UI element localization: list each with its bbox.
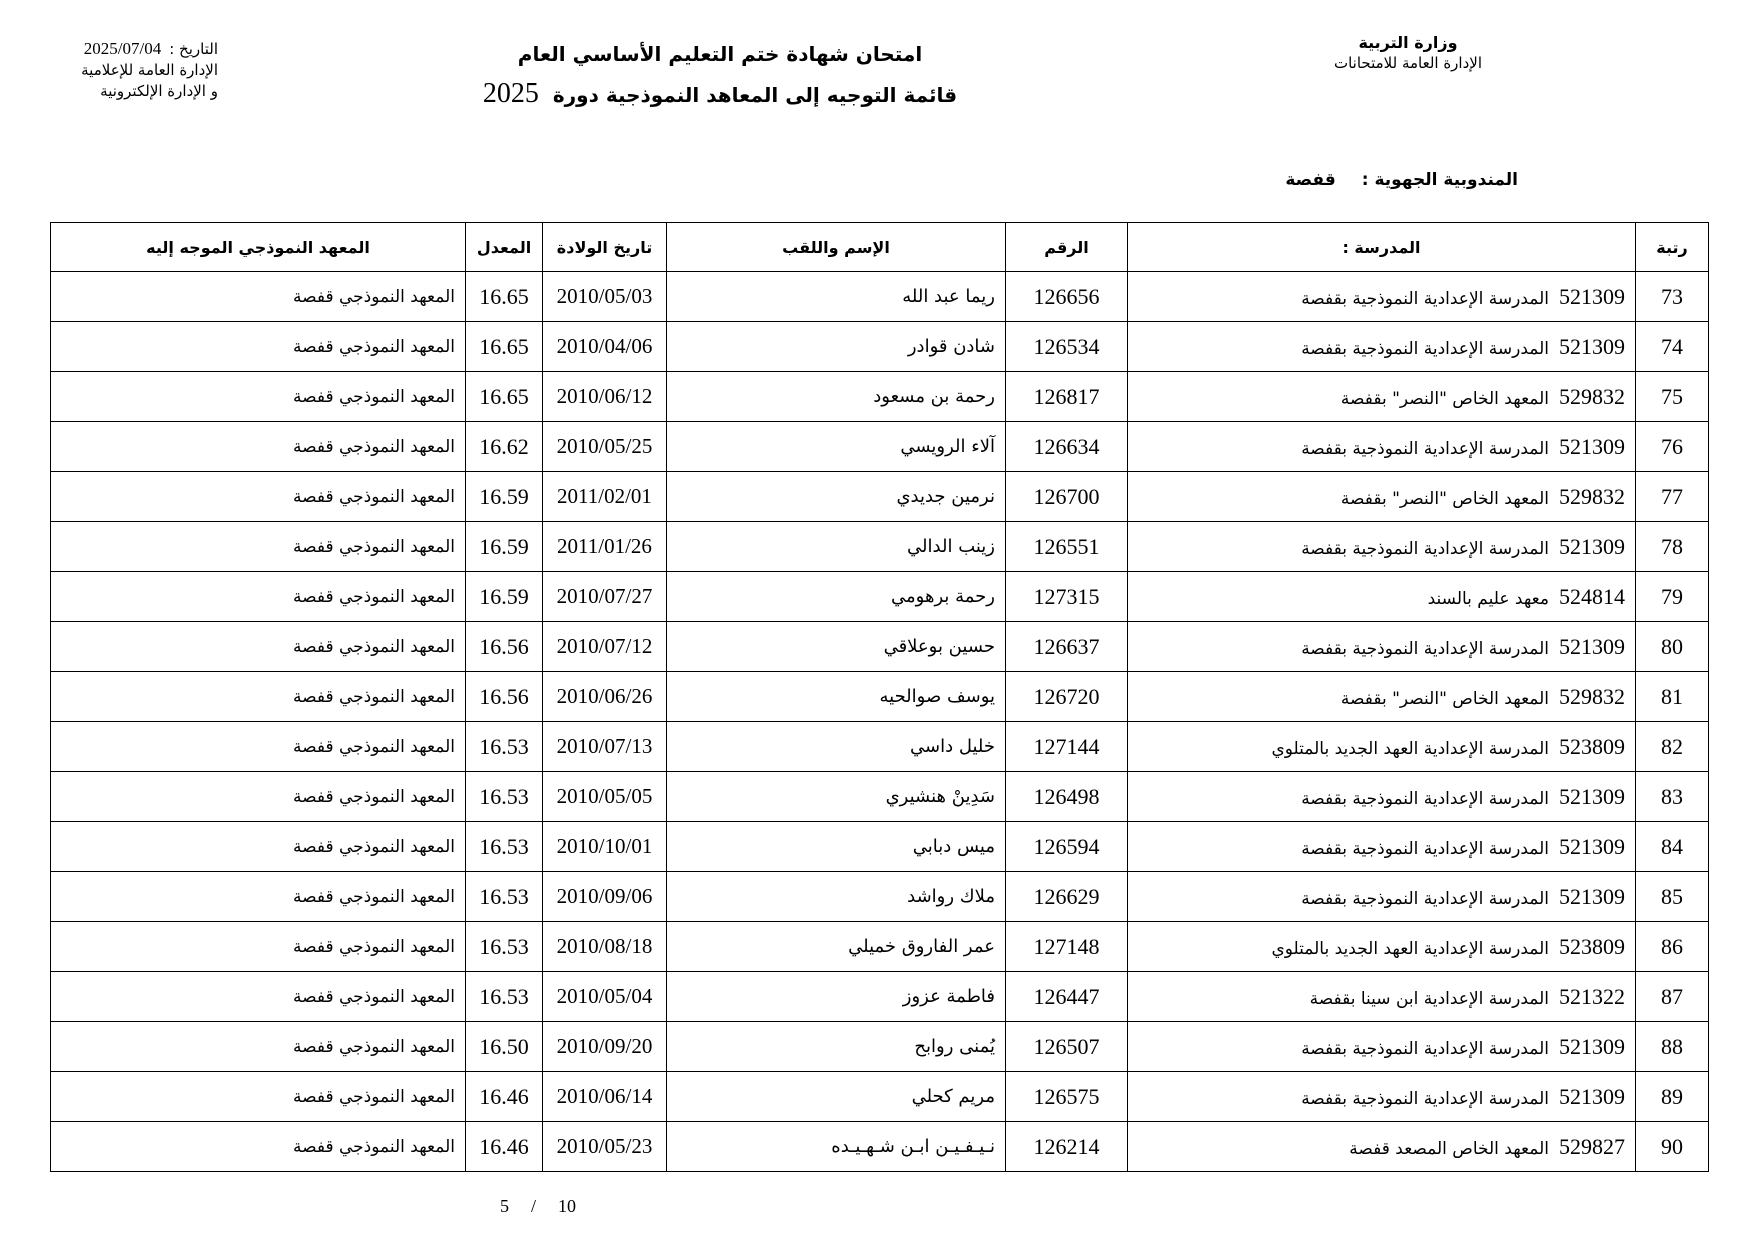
ministry-header (1334, 33, 1482, 72)
page-separator: / (531, 1196, 537, 1216)
cell-school (1128, 972, 1636, 1022)
cell-dob: 2011/02/01 (543, 472, 667, 522)
school-name: المدرسة الإعدادية النموذجية بقفصة (1301, 288, 1549, 309)
school-name: المدرسة الإعدادية النموذجية بقفصة (1301, 888, 1549, 909)
table-row (51, 772, 1709, 822)
cell-rank: 76 (1636, 422, 1709, 472)
school-name: المعهد الخاص "النصر" بقفصة (1340, 488, 1549, 509)
cell-school (1128, 372, 1636, 422)
cell-name: يُمنى روابح (667, 1022, 1006, 1072)
cell-rank: 83 (1636, 772, 1709, 822)
date-row (48, 38, 218, 60)
table-row (51, 472, 1709, 522)
cell-school (1128, 622, 1636, 672)
cell-dob: 2011/01/26 (543, 522, 667, 572)
cell-institute: المعهد النموذجي قفصة (51, 1022, 466, 1072)
cell-number: 127144 (1006, 722, 1128, 772)
cell-dob: 2010/09/20 (543, 1022, 667, 1072)
cell-average: 16.53 (466, 872, 543, 922)
document-title-block (440, 42, 1000, 110)
cell-number: 126575 (1006, 1072, 1128, 1122)
cell-number: 126447 (1006, 972, 1128, 1022)
cell-dob: 2010/10/01 (543, 822, 667, 872)
cell-institute: المعهد النموذجي قفصة (51, 522, 466, 572)
cell-rank: 74 (1636, 322, 1709, 372)
table-row (51, 572, 1709, 622)
school-code: 521309 (1559, 1033, 1625, 1059)
cell-institute: المعهد النموذجي قفصة (51, 622, 466, 672)
cell-dob: 2010/09/06 (543, 872, 667, 922)
cell-school (1128, 822, 1636, 872)
cell-school (1128, 422, 1636, 472)
cell-dob: 2010/05/23 (543, 1122, 667, 1172)
cell-name: رحمة بن مسعود (667, 372, 1006, 422)
cell-dob: 2010/06/12 (543, 372, 667, 422)
cell-number: 126507 (1006, 1022, 1128, 1072)
cell-school (1128, 522, 1636, 572)
cell-rank: 78 (1636, 522, 1709, 572)
table-row (51, 722, 1709, 772)
ministry-name: وزارة التربية (1358, 33, 1458, 52)
school-name: معهد عليم بالسند (1427, 588, 1549, 609)
left-dept-line1: الإدارة العامة للإعلامية (81, 61, 218, 79)
cell-number: 126817 (1006, 372, 1128, 422)
page-total: 10 (558, 1196, 577, 1216)
left-dept-line2: و الإدارة الإلكترونية (100, 82, 218, 100)
date-block (48, 38, 218, 102)
cell-average: 16.46 (466, 1072, 543, 1122)
cell-number: 126629 (1006, 872, 1128, 922)
school-code: 521309 (1559, 783, 1625, 809)
cell-school (1128, 1122, 1636, 1172)
cell-rank: 80 (1636, 622, 1709, 672)
col-average-header: المعدل (466, 223, 543, 272)
cell-number: 127148 (1006, 922, 1128, 972)
cell-rank: 85 (1636, 872, 1709, 922)
cell-number: 126551 (1006, 522, 1128, 572)
department-name: الإدارة العامة للامتحانات (1333, 54, 1482, 72)
cell-average: 16.53 (466, 922, 543, 972)
school-code: 521322 (1559, 983, 1625, 1009)
cell-number: 126594 (1006, 822, 1128, 872)
subtitle-text: قائمة التوجيه إلى المعاهد النموذجية دورة (552, 83, 958, 107)
table-body (51, 272, 1709, 1172)
cell-dob: 2010/07/12 (543, 622, 667, 672)
orientation-table (50, 222, 1709, 1172)
cell-average: 16.50 (466, 1022, 543, 1072)
cell-dob: 2010/07/27 (543, 572, 667, 622)
cell-name: فاطمة عزوز (667, 972, 1006, 1022)
school-name: المدرسة الإعدادية النموذجية بقفصة (1301, 338, 1549, 359)
col-institute-header: المعهد النموذجي الموجه إليه (51, 223, 466, 272)
cell-average: 16.56 (466, 622, 543, 672)
cell-school (1128, 872, 1636, 922)
date-label: التاريخ : (169, 40, 218, 58)
cell-institute: المعهد النموذجي قفصة (51, 422, 466, 472)
school-name: المعهد الخاص "النصر" بقفصة (1340, 688, 1549, 709)
cell-number: 126720 (1006, 672, 1128, 722)
school-code: 521309 (1559, 333, 1625, 359)
cell-number: 127315 (1006, 572, 1128, 622)
page-current: 5 (500, 1196, 509, 1216)
cell-name: حسين بوعلاقي (667, 622, 1006, 672)
cell-institute: المعهد النموذجي قفصة (51, 272, 466, 322)
cell-average: 16.53 (466, 772, 543, 822)
school-name: المدرسة الإعدادية النموذجية بقفصة (1301, 1038, 1549, 1059)
cell-rank: 87 (1636, 972, 1709, 1022)
cell-average: 16.53 (466, 722, 543, 772)
table-row (51, 1022, 1709, 1072)
cell-name: شادن قوادر (667, 322, 1006, 372)
cell-school (1128, 722, 1636, 772)
cell-number: 126634 (1006, 422, 1128, 472)
school-name: المدرسة الإعدادية النموذجية بقفصة (1301, 788, 1549, 809)
cell-name: زينب الدالي (667, 522, 1006, 572)
cell-name: يوسف صوالحيه (667, 672, 1006, 722)
cell-dob: 2010/08/18 (543, 922, 667, 972)
cell-rank: 82 (1636, 722, 1709, 772)
school-name: المعهد الخاص المصعد قفصة (1349, 1138, 1549, 1159)
session-year: 2025 (482, 78, 539, 109)
school-code: 521309 (1559, 283, 1625, 309)
school-code: 529827 (1559, 1133, 1625, 1159)
cell-name: ريما عبد الله (667, 272, 1006, 322)
cell-rank: 89 (1636, 1072, 1709, 1122)
school-code: 521309 (1559, 433, 1625, 459)
school-name: المدرسة الإعدادية العهد الجديد بالمتلوي (1271, 938, 1549, 959)
cell-institute: المعهد النموذجي قفصة (51, 1122, 466, 1172)
region-value: قفصة (1285, 170, 1336, 190)
school-name: المدرسة الإعدادية ابن سينا بقفصة (1309, 988, 1549, 1009)
cell-dob: 2010/06/26 (543, 672, 667, 722)
table-row (51, 522, 1709, 572)
cell-school (1128, 922, 1636, 972)
cell-school (1128, 1022, 1636, 1072)
cell-school (1128, 272, 1636, 322)
cell-rank: 84 (1636, 822, 1709, 872)
school-name: المدرسة الإعدادية النموذجية بقفصة (1301, 1088, 1549, 1109)
col-rank-header: رتبة (1636, 223, 1709, 272)
school-code: 529832 (1559, 483, 1625, 509)
table-row (51, 1072, 1709, 1122)
region-line (1285, 170, 1518, 190)
cell-rank: 90 (1636, 1122, 1709, 1172)
cell-number: 126700 (1006, 472, 1128, 522)
cell-dob: 2010/07/13 (543, 722, 667, 772)
cell-dob: 2010/05/03 (543, 272, 667, 322)
cell-number: 126656 (1006, 272, 1128, 322)
cell-number: 126534 (1006, 322, 1128, 372)
school-name: المدرسة الإعدادية النموذجية بقفصة (1301, 538, 1549, 559)
cell-name: نرمين جديدي (667, 472, 1006, 522)
cell-average: 16.65 (466, 322, 543, 372)
cell-dob: 2010/05/05 (543, 772, 667, 822)
cell-name: آلاء الرويسي (667, 422, 1006, 472)
cell-institute: المعهد النموذجي قفصة (51, 1072, 466, 1122)
cell-average: 16.53 (466, 822, 543, 872)
cell-average: 16.59 (466, 572, 543, 622)
school-code: 523809 (1559, 733, 1625, 759)
table-row (51, 672, 1709, 722)
cell-name: ملاك رواشد (667, 872, 1006, 922)
col-school-header: المدرسة : (1128, 223, 1636, 272)
cell-school (1128, 472, 1636, 522)
table-row (51, 322, 1709, 372)
cell-name: سَدِينْ هنشيري (667, 772, 1006, 822)
school-name: المدرسة الإعدادية النموذجية بقفصة (1301, 838, 1549, 859)
cell-average: 16.62 (466, 422, 543, 472)
cell-number: 126498 (1006, 772, 1128, 822)
document-subtitle (440, 78, 1000, 110)
cell-rank: 86 (1636, 922, 1709, 972)
cell-name: خليل داسي (667, 722, 1006, 772)
col-number-header: الرقم (1006, 223, 1128, 272)
cell-institute: المعهد النموذجي قفصة (51, 722, 466, 772)
cell-average: 16.53 (466, 972, 543, 1022)
cell-institute: المعهد النموذجي قفصة (51, 472, 466, 522)
school-code: 524814 (1559, 583, 1625, 609)
school-code: 521309 (1559, 1083, 1625, 1109)
cell-institute: المعهد النموذجي قفصة (51, 322, 466, 372)
cell-average: 16.59 (466, 522, 543, 572)
table-row (51, 972, 1709, 1022)
cell-average: 16.65 (466, 272, 543, 322)
cell-school (1128, 322, 1636, 372)
cell-rank: 73 (1636, 272, 1709, 322)
cell-institute: المعهد النموذجي قفصة (51, 372, 466, 422)
cell-institute: المعهد النموذجي قفصة (51, 772, 466, 822)
cell-institute: المعهد النموذجي قفصة (51, 972, 466, 1022)
school-code: 529832 (1559, 683, 1625, 709)
table-row (51, 1122, 1709, 1172)
table-row (51, 272, 1709, 322)
cell-name: ميس دبابي (667, 822, 1006, 872)
cell-dob: 2010/04/06 (543, 322, 667, 372)
cell-number: 126214 (1006, 1122, 1128, 1172)
cell-institute: المعهد النموذجي قفصة (51, 922, 466, 972)
cell-institute: المعهد النموذجي قفصة (51, 822, 466, 872)
school-code: 521309 (1559, 833, 1625, 859)
school-name: المدرسة الإعدادية النموذجية بقفصة (1301, 638, 1549, 659)
cell-rank: 75 (1636, 372, 1709, 422)
cell-average: 16.46 (466, 1122, 543, 1172)
document-title: امتحان شهادة ختم التعليم الأساسي العام (517, 42, 923, 66)
cell-dob: 2010/06/14 (543, 1072, 667, 1122)
cell-name: عمر الفاروق خميلي (667, 922, 1006, 972)
cell-name: مريم كحلي (667, 1072, 1006, 1122)
school-name: المدرسة الإعدادية النموذجية بقفصة (1301, 438, 1549, 459)
col-name-header: الإسم واللقب (667, 223, 1006, 272)
table-row (51, 372, 1709, 422)
cell-average: 16.59 (466, 472, 543, 522)
table-row (51, 822, 1709, 872)
cell-dob: 2010/05/04 (543, 972, 667, 1022)
col-dob-header: تاريخ الولادة (543, 223, 667, 272)
table-row (51, 422, 1709, 472)
cell-average: 16.56 (466, 672, 543, 722)
cell-rank: 81 (1636, 672, 1709, 722)
table-row (51, 622, 1709, 672)
cell-rank: 77 (1636, 472, 1709, 522)
cell-institute: المعهد النموذجي قفصة (51, 672, 466, 722)
page-number (500, 1196, 598, 1217)
cell-number: 126637 (1006, 622, 1128, 672)
cell-school (1128, 1072, 1636, 1122)
cell-name: رحمة برهومي (667, 572, 1006, 622)
school-code: 521309 (1559, 533, 1625, 559)
school-code: 521309 (1559, 633, 1625, 659)
cell-name: نـيـفـيـن ابـن شـهـيـده (667, 1122, 1006, 1172)
cell-institute: المعهد النموذجي قفصة (51, 572, 466, 622)
school-code: 523809 (1559, 933, 1625, 959)
school-code: 529832 (1559, 383, 1625, 409)
table-row (51, 872, 1709, 922)
date-value: 2025/07/04 (83, 39, 162, 58)
cell-rank: 79 (1636, 572, 1709, 622)
cell-school (1128, 672, 1636, 722)
cell-dob: 2010/05/25 (543, 422, 667, 472)
cell-institute: المعهد النموذجي قفصة (51, 872, 466, 922)
cell-school (1128, 772, 1636, 822)
cell-school (1128, 572, 1636, 622)
school-name: المعهد الخاص "النصر" بقفصة (1340, 388, 1549, 409)
table-row (51, 922, 1709, 972)
cell-average: 16.65 (466, 372, 543, 422)
table-header-row (51, 223, 1709, 272)
school-name: المدرسة الإعدادية العهد الجديد بالمتلوي (1271, 738, 1549, 759)
cell-rank: 88 (1636, 1022, 1709, 1072)
school-code: 521309 (1559, 883, 1625, 909)
region-label: المندوبية الجهوية : (1361, 170, 1518, 190)
